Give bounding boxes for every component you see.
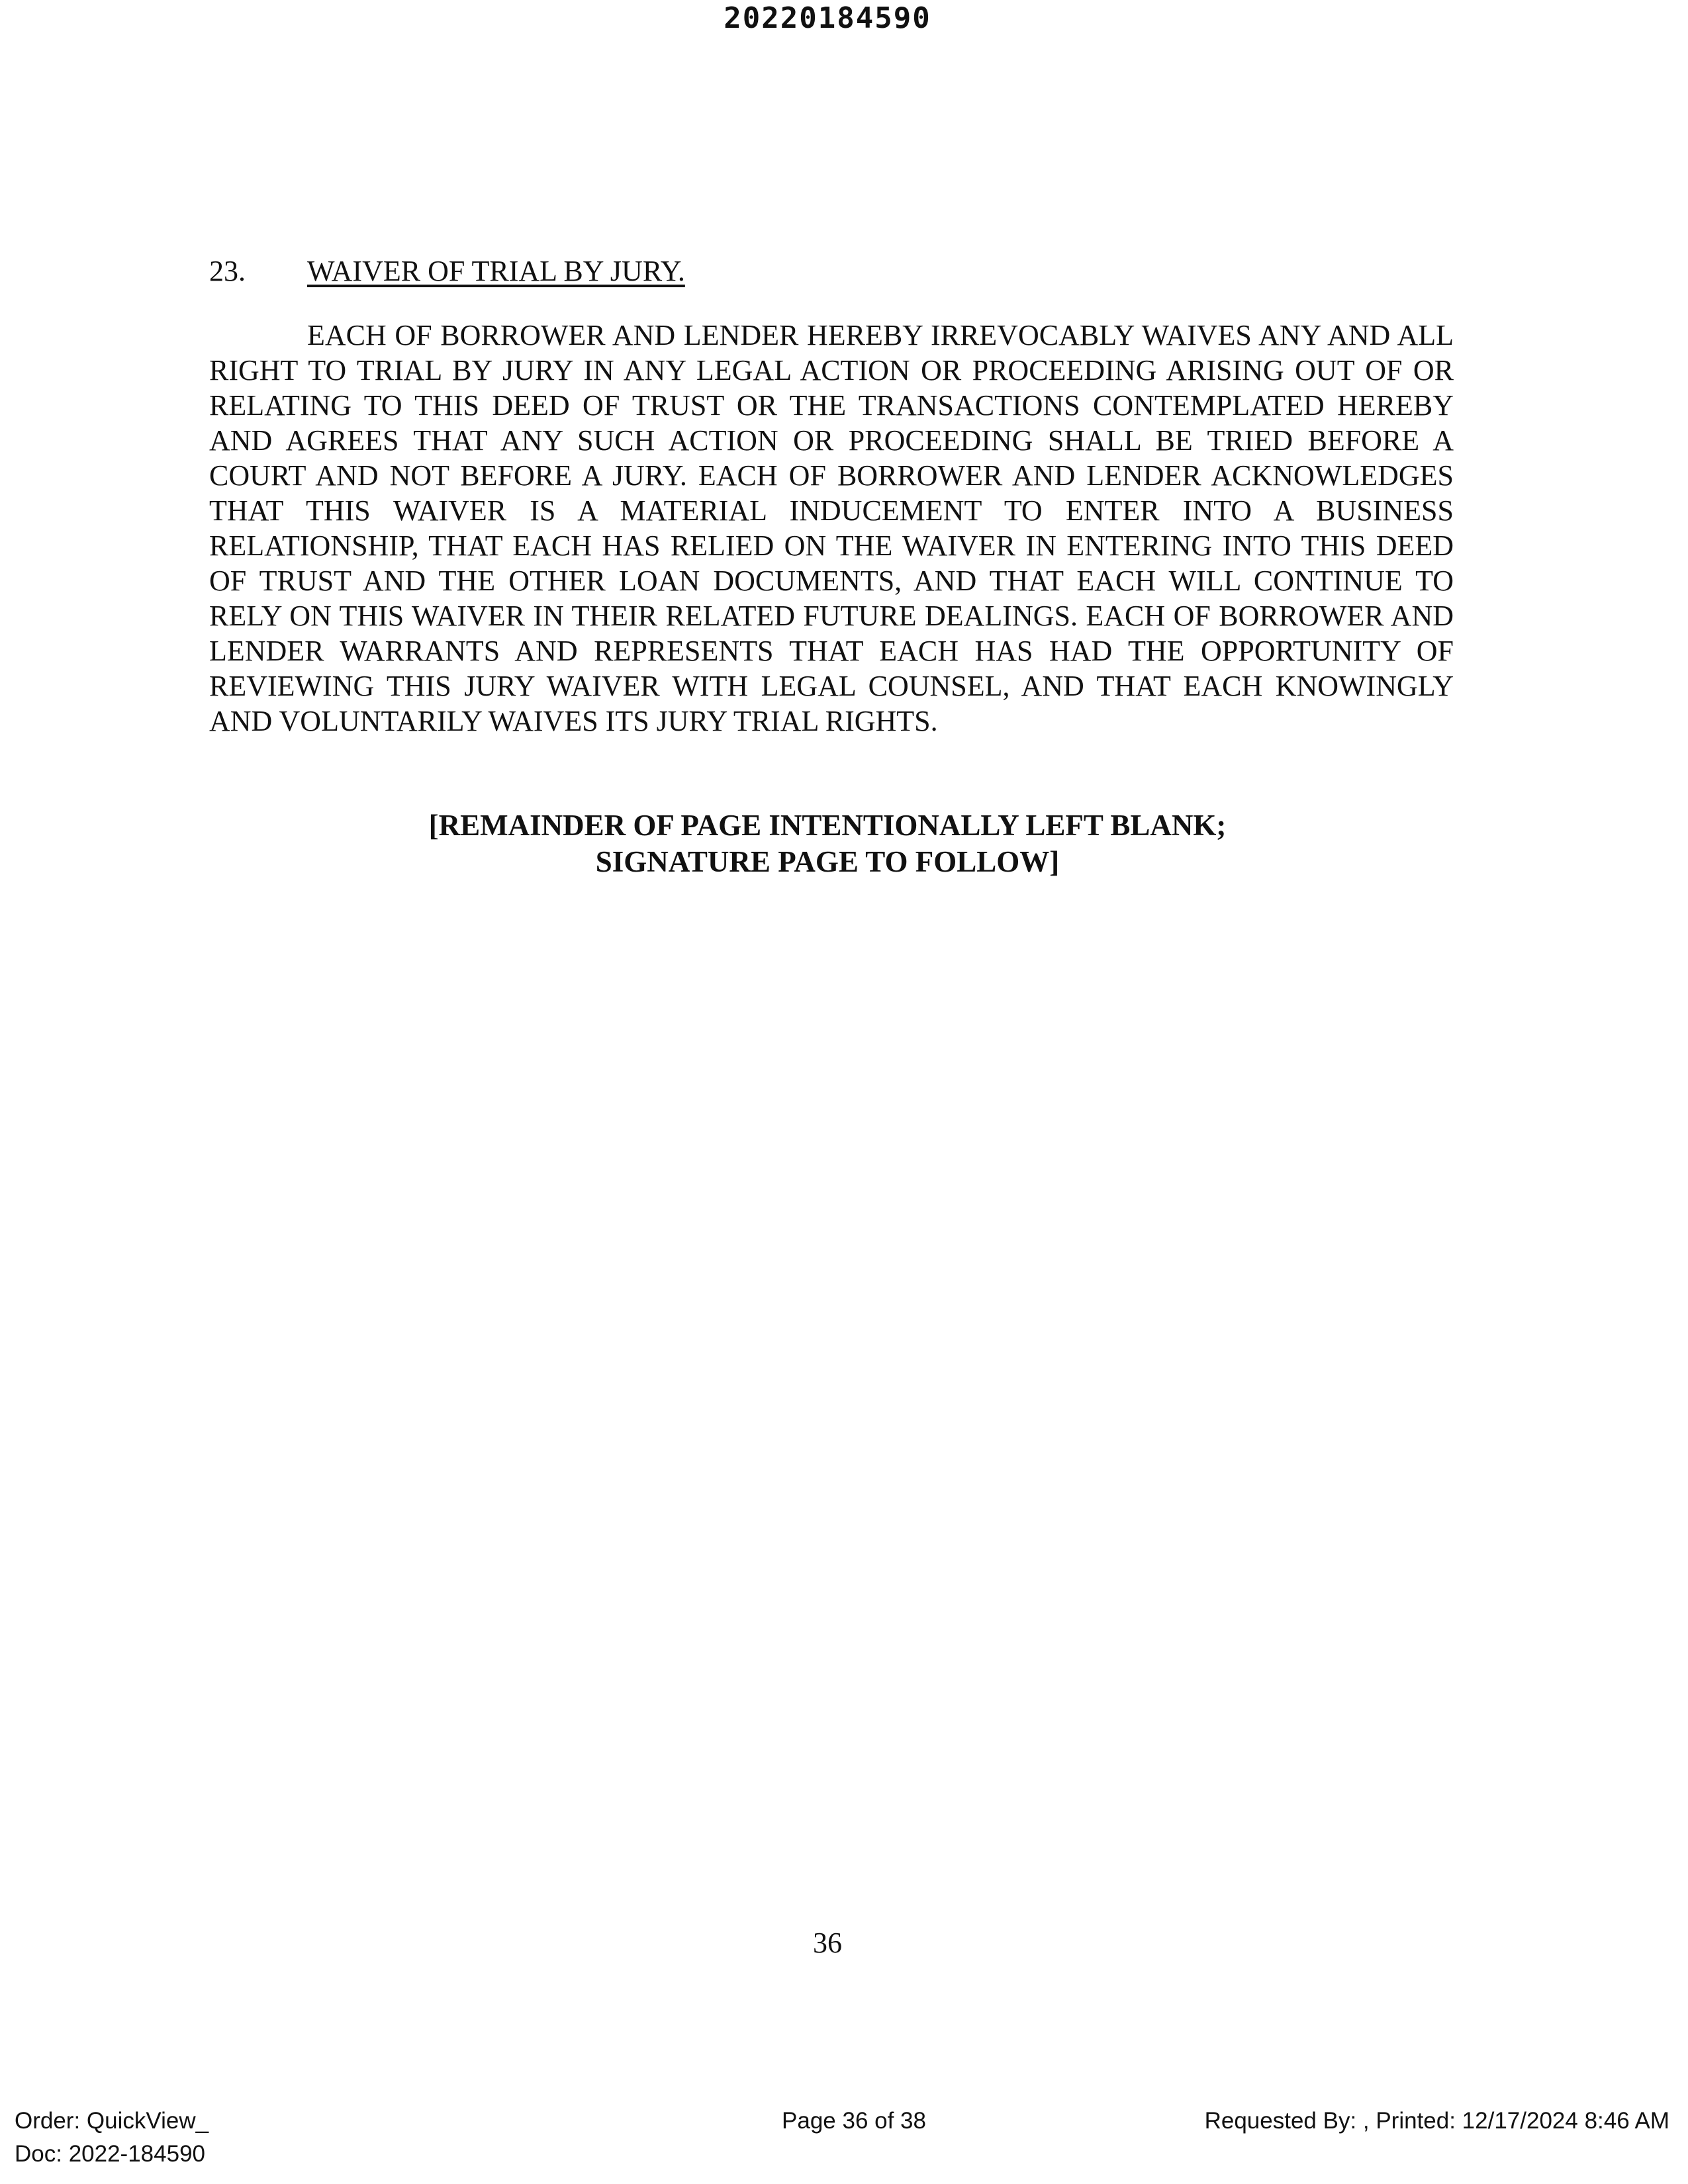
section-heading [209, 251, 685, 291]
page-number: 36 [813, 1927, 842, 1959]
remainder-note-line-1: [REMAINDER OF PAGE INTENTIONALLY LEFT BLANK; [428, 809, 1227, 842]
recording-document-number: 20220184590 [724, 1, 931, 35]
section-title: WAIVER OF TRIAL BY JURY. [307, 255, 685, 287]
waiver-paragraph: EACH OF BORROWER AND LENDER HEREBY IRREVOCABLY WAIVES ANY AND ALL RIGHT TO TRIAL BY JURY IN ANY LEGAL ACTION OR PROCEEDING ARISING OUT OF OR RELATING TO THIS DEED OF TRUST OR THE TRANSACTIONS CONTEMPLATED HEREBY AND AGREES THAT ANY SUCH ACTION OR PROCEEDING SHALL BE TRIED BEFORE A COURT AND NOT BEFORE A JURY. EACH OF BORROWER AND LENDER ACKNOWLEDGES THAT THIS WAIVER IS A MATERIAL INDUCEMENT TO ENTER INTO A BUSINESS RELATIONSHIP, THAT EACH HAS RELIED ON THE WAIVER IN ENTERING INTO THIS DEED OF TRUST AND THE OTHER LOAN DOCUMENTS, AND THAT EACH WILL CONTINUE TO RELY ON THIS WAIVER IN THEIR RELATED FUTURE DEALINGS. EACH OF BORROWER AND LENDER WARRANTS AND REPRESENTS THAT EACH HAS HAD THE OPPORTUNITY OF REVIEWING THIS JURY WAIVER WITH LEGAL COUNSEL, AND THAT EACH KNOWINGLY AND VOLUNTARILY WAIVES ITS JURY TRIAL RIGHTS. [209, 319, 1454, 737]
remainder-note [0, 807, 1655, 880]
section-number: 23. [209, 255, 246, 287]
footer-requested-printed: Requested By: , Printed: 12/17/2024 8:46 AM [1204, 2108, 1669, 2134]
remainder-note-line-2: SIGNATURE PAGE TO FOLLOW] [595, 845, 1060, 878]
footer-doc: Doc: 2022-184590 [15, 2141, 205, 2167]
footer-page-count: Page 36 of 38 [782, 2108, 926, 2134]
footer-order: Order: QuickView_ [15, 2108, 209, 2134]
